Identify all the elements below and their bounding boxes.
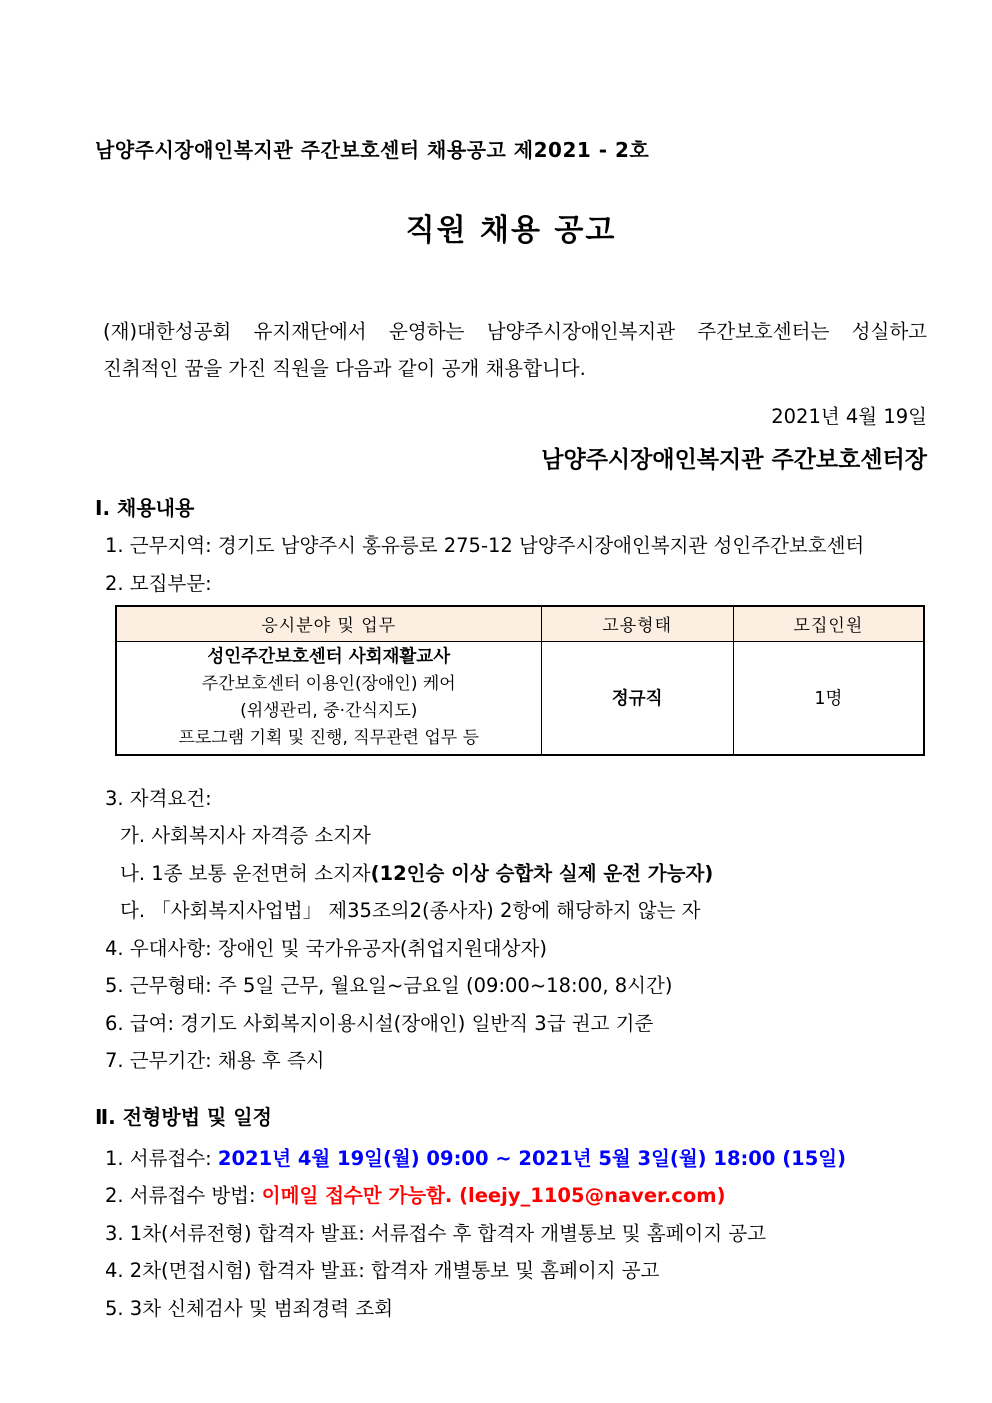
field-duty-1: 주간보호센터 이용인(장애인) 케어 [201, 673, 456, 694]
qualification-ga-line: 가. 사회복지사 자격증 소지자 [120, 824, 371, 847]
work-period-line: 7. 근무기간: 채용 후 즉시 [105, 1049, 325, 1072]
table-header-headcount: 모집인원 [733, 606, 924, 641]
table-header-row [116, 606, 924, 641]
table-row [116, 641, 924, 755]
submission-method-value: 이메일 접수만 가능함. (leejy_1105@naver.com) [261, 1184, 726, 1207]
section1-heading: Ⅰ. 채용내용 [95, 496, 195, 520]
section2-heading: Ⅱ. 전형방법 및 일정 [95, 1104, 272, 1129]
qualification-na-bold-text: (12인승 이상 승합차 실제 운전 가능자) [370, 861, 714, 885]
intro-paragraph: (재)대한성공회 유지재단에서 운영하는 남양주시장애인복지관 주간보호센터는 성실하고 진취적인 꿈을 가진 직원을 다음과 같이 공개 채용합니다. [103, 320, 927, 380]
qualification-na-text: 나. 1종 보통 운전면허 소지자 [120, 861, 371, 885]
field-duty-2: (위생관리, 중·간식지도) [240, 700, 418, 721]
section2-items [95, 1140, 927, 1328]
first-round-line: 3. 1차(서류전형) 합격자 발표: 서류접수 후 합격자 개별통보 및 홈페이지 공고 [105, 1221, 767, 1245]
submission-method-line [95, 1177, 927, 1215]
section1-items-bottom [95, 780, 927, 1080]
submission-period-value: 2021년 4월 19일(월) 09:00 ~ 2021년 5월 3일(월) 18:00 (15일) [217, 1146, 847, 1170]
submission-period-line [95, 1140, 927, 1178]
salary-line: 6. 급여: 경기도 사회복지이용시설(장애인) 일반직 3급 권고 기준 [105, 1011, 654, 1035]
table-header-employment-type: 고용형태 [541, 606, 733, 641]
table-cell-field [116, 641, 541, 755]
doc-number-heading: 남양주시장애인복지관 주간보호센터 채용공고 제2021 - 2호 [95, 138, 650, 162]
work-location-line: 1. 근무지역: 경기도 남양주시 홍유릉로 275-12 남양주시장애인복지관 성인주간보호센터 [105, 534, 865, 557]
table-header-field: 응시분야 및 업무 [116, 606, 541, 641]
qualification-da-line: 다. 「사회복지사업법」 제35조의2(종사자) 2항에 해당하지 않는 자 [120, 899, 701, 922]
announcement-date: 2021년 4월 19일 [771, 405, 927, 428]
table-cell-employment-type: 정규직 [541, 641, 733, 755]
submission-period-label: 1. 서류접수: [105, 1146, 218, 1170]
qualifications-line: 3. 자격요건: [105, 786, 212, 810]
third-round-line: 5. 3차 신체검사 및 범죄경력 조회 [105, 1296, 394, 1320]
recruit-field-line: 2. 모집부문: [105, 571, 212, 595]
submission-method-label: 2. 서류접수 방법: [105, 1184, 262, 1207]
recruit-table [115, 605, 925, 756]
second-round-line: 4. 2차(면접시험) 합격자 발표: 합격자 개별통보 및 홈페이지 공고 [105, 1259, 660, 1282]
work-type-line: 5. 근무형태: 주 5일 근무, 월요일~금요일 (09:00~18:00, 8시간) [105, 974, 673, 997]
section1-items-top [95, 527, 927, 602]
field-title: 성인주간보호센터 사회재활교사 [207, 646, 451, 667]
signer-name: 남양주시장애인복지관 주간보호센터장 [541, 447, 927, 473]
field-duty-3: 프로그램 기획 및 진행, 직무관련 업무 등 [178, 727, 480, 748]
table-cell-headcount: 1명 [733, 641, 924, 755]
qualification-na-line [95, 855, 927, 893]
page-title: 직원 채용 공고 [405, 213, 617, 248]
preference-line: 4. 우대사항: 장애인 및 국가유공자(취업지원대상자) [105, 936, 547, 960]
